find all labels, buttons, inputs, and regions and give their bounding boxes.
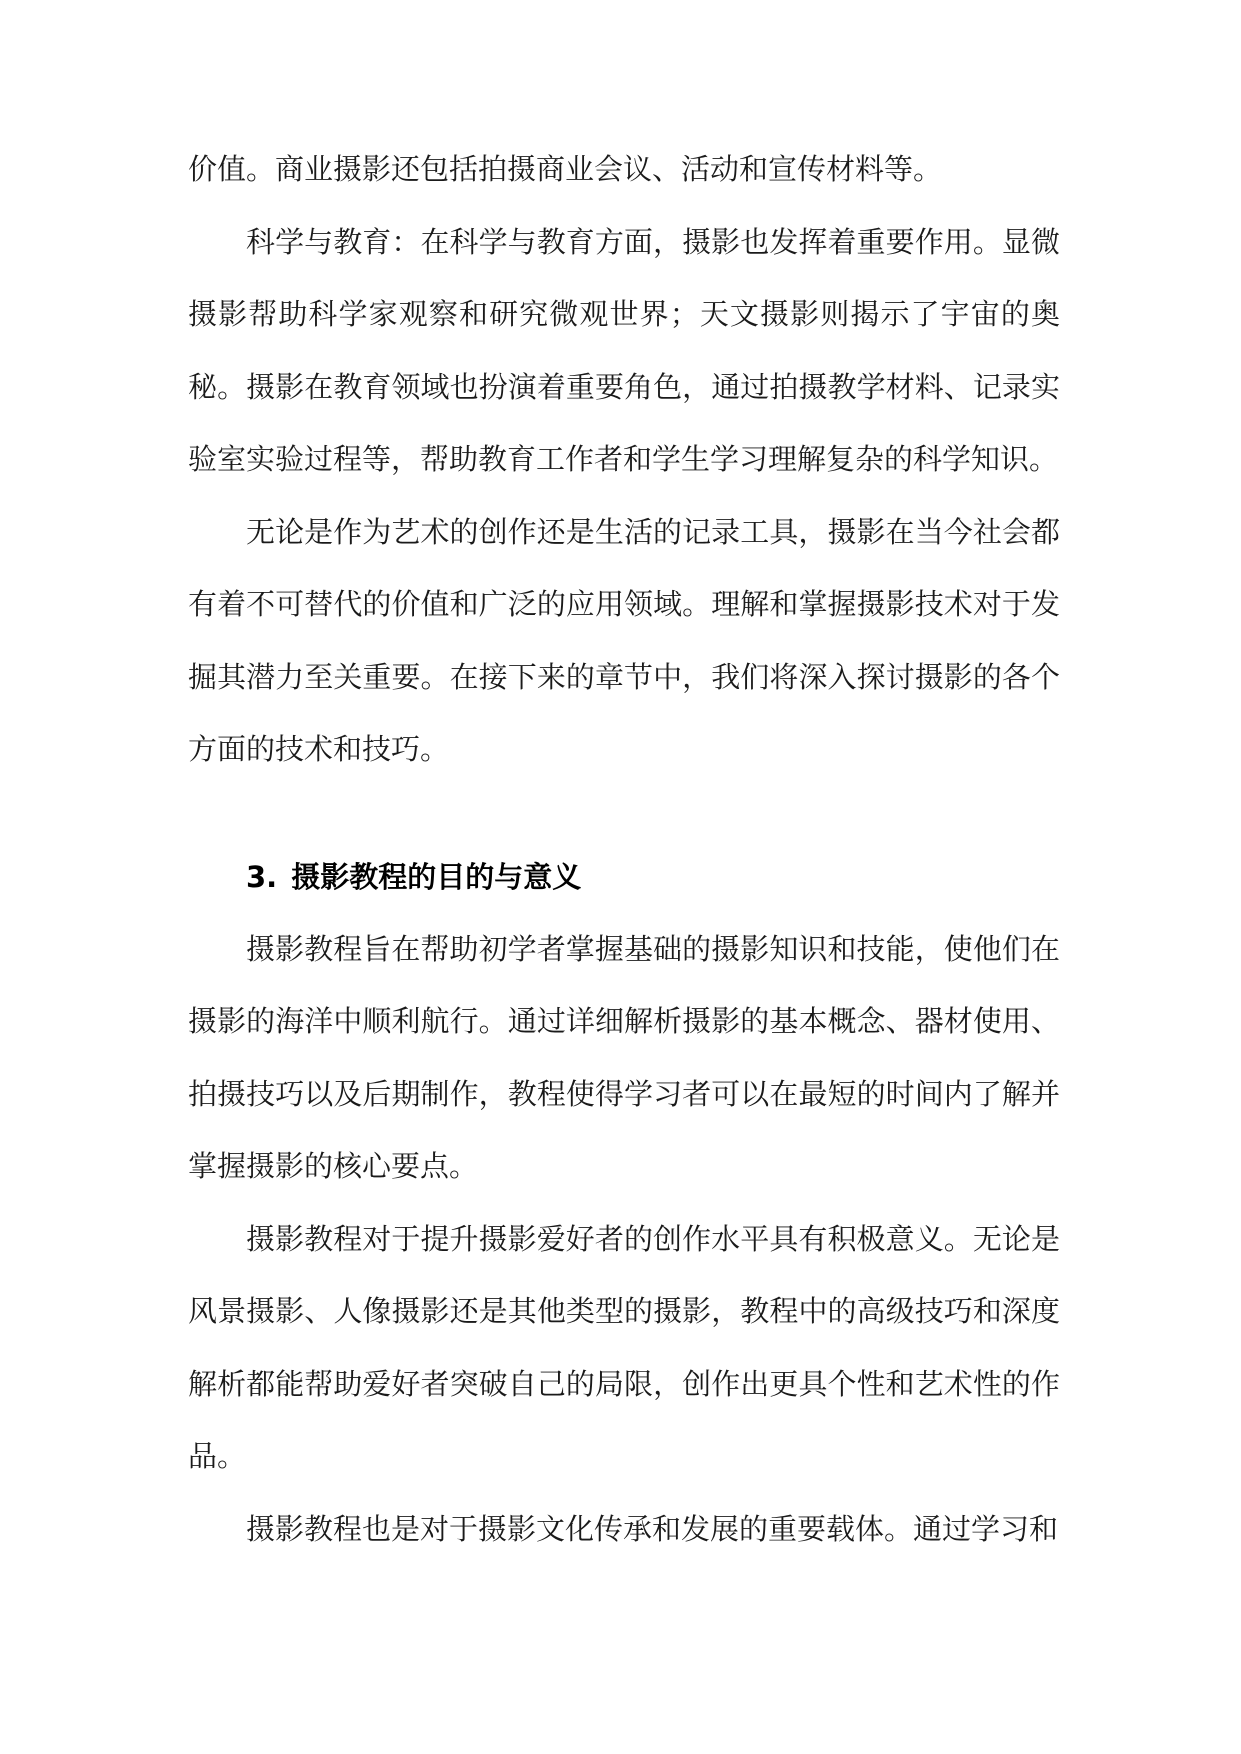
paragraph-culture: 摄影教程也是对于摄影文化传承和发展的重要载体。通过学习和	[246, 1511, 1059, 1546]
paragraph-science-education: 科学与教育：在科学与教育方面，摄影也发挥着重要作用。显微摄影帮助科学家观察和研究微观世界；天文摄影则揭示了宇宙的奥秘。摄影在教育领域也扮演着重要角色，通过拍摄教学材料、记录实验室实验过程等，帮助教育工作者和学生学习理解复杂的科学知识。	[188, 224, 1060, 476]
document-body	[188, 133, 1060, 1565]
paragraph-significance: 摄影教程对于提升摄影爱好者的创作水平具有积极意义。无论是风景摄影、人像摄影还是其他类型的摄影，教程中的高级技巧和深度解析都能帮助爱好者突破自己的局限，创作出更具个性和艺术性的作品。	[188, 1221, 1060, 1473]
section-title: 摄影教程的目的与意义	[291, 859, 582, 894]
paragraph-continuation: 价值。商业摄影还包括拍摄商业会议、活动和宣传材料等。	[188, 152, 943, 186]
section-number: 3.	[246, 859, 278, 894]
section-heading	[188, 841, 1060, 913]
paragraph-purpose: 摄影教程旨在帮助初学者掌握基础的摄影知识和技能，使他们在摄影的海洋中顺利航行。通过详细解析摄影的基本概念、器材使用、拍摄技巧以及后期制作，教程使得学习者可以在最短的时间内了解并掌握摄影的核心要点。	[188, 931, 1060, 1183]
paragraph-summary: 无论是作为艺术的创作还是生活的记录工具，摄影在当今社会都有着不可替代的价值和广泛的应用领域。理解和掌握摄影技术对于发掘其潜力至关重要。在接下来的章节中，我们将深入探讨摄影的各个方面的技术和技巧。	[188, 514, 1060, 766]
